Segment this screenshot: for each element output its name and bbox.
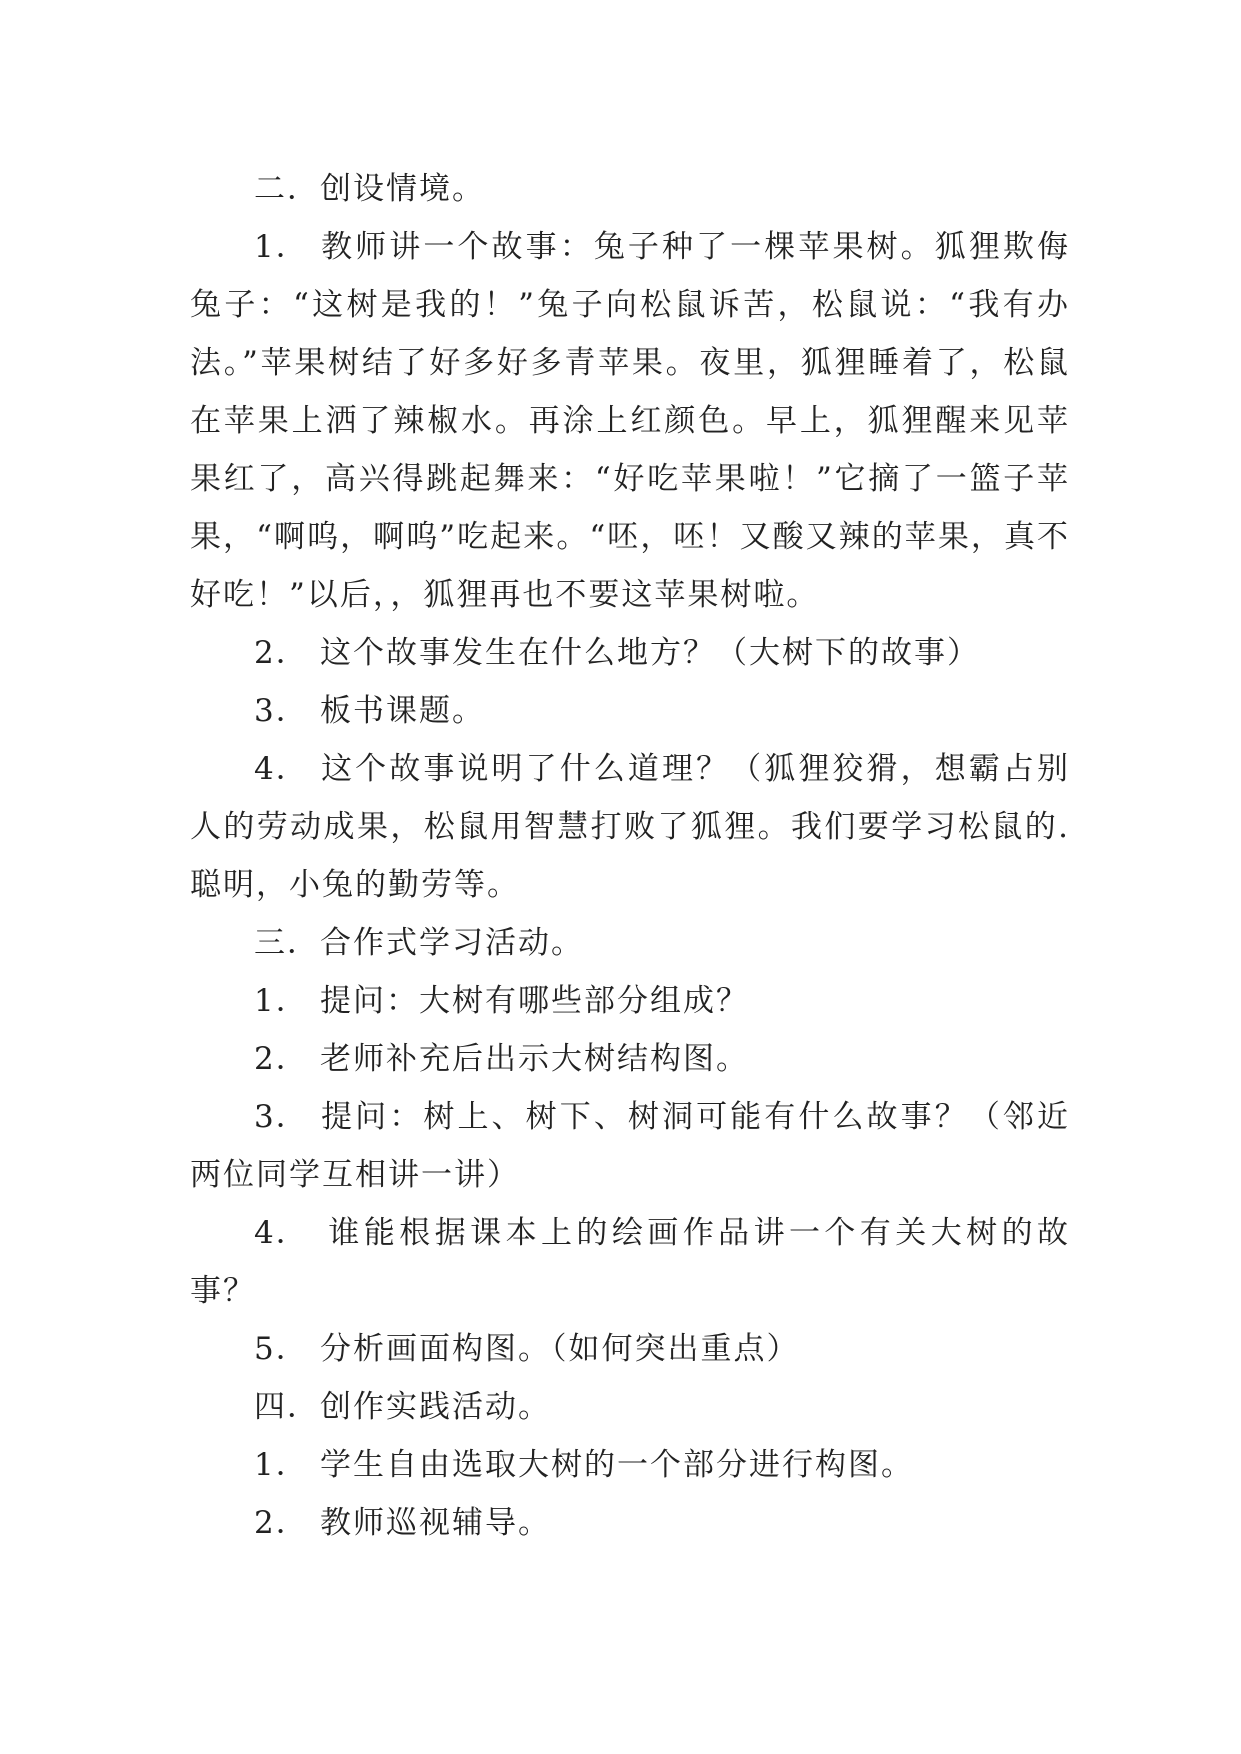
item-number: 1．: [254, 983, 309, 1019]
item-number: 1．: [254, 229, 309, 265]
item-text: 教师巡视辅导。: [320, 1505, 551, 1541]
list-item: [190, 1320, 1070, 1378]
list-item: [190, 740, 1070, 914]
section-heading: 四．创作实践活动。: [254, 1389, 551, 1425]
item-number: 2．: [254, 1041, 309, 1077]
item-text: 这个故事说明了什么道理？（狐狸狡猾，想霸占别人的劳动成果，松鼠用智慧打败了狐狸。我们要学习松鼠的.聪明，小兔的勤劳等。: [190, 751, 1070, 903]
list-item: [190, 1494, 1070, 1552]
item-number: 2．: [254, 1505, 309, 1541]
item-number: 5．: [254, 1331, 309, 1367]
item-text: 分析画面构图。（如何突出重点）: [320, 1331, 800, 1367]
list-item: [190, 1030, 1070, 1088]
list-item: [190, 682, 1070, 740]
list-item: [190, 1088, 1070, 1204]
section-heading: 二．创设情境。: [254, 171, 485, 207]
item-text: 谁能根据课本上的绘画作品讲一个有关大树的故事？: [190, 1215, 1070, 1309]
list-item: [190, 624, 1070, 682]
list-item: [190, 218, 1070, 624]
item-text: 提问：大树有哪些部分组成？: [320, 983, 749, 1019]
section-heading: 三．合作式学习活动。: [254, 925, 584, 961]
document-body: [190, 160, 1070, 1552]
item-text: 老师补充后出示大树结构图。: [320, 1041, 749, 1077]
item-number: 4．: [254, 751, 309, 787]
item-number: 1．: [254, 1447, 309, 1483]
item-number: 4．: [254, 1215, 309, 1251]
list-item: [190, 1436, 1070, 1494]
item-text: 学生自由选取大树的一个部分进行构图。: [320, 1447, 914, 1483]
item-text: 教师讲一个故事：兔子种了一棵苹果树。狐狸欺侮兔子：“这树是我的！”兔子向松鼠诉苦，松鼠说：“我有办法。”苹果树结了好多好多青苹果。夜里，狐狸睡着了，松鼠在苹果上洒了辣椒水。再涂上红颜色。早上，狐狸醒来见苹果红了，高兴得跳起舞来：“好吃苹果啦！”它摘了一篮子苹果，“啊呜，啊呜”吃起来。“呸，呸！又酸又辣的苹果，真不好吃！”以后，，狐狸再也不要这苹果树啦。: [190, 229, 1070, 613]
item-text: 这个故事发生在什么地方？（大树下的故事）: [320, 635, 980, 671]
item-text: 板书课题。: [320, 693, 485, 729]
list-item: [190, 972, 1070, 1030]
item-number: 2．: [254, 635, 309, 671]
list-item: [190, 1204, 1070, 1320]
item-text: 提问：树上、树下、树洞可能有什么故事？（邻近两位同学互相讲一讲）: [190, 1099, 1070, 1193]
item-number: 3．: [254, 1099, 309, 1135]
item-number: 3．: [254, 693, 309, 729]
